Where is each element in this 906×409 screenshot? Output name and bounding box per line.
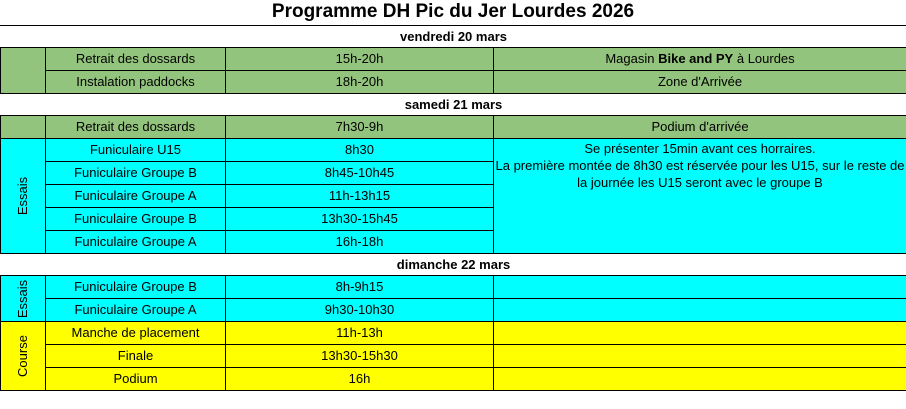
time-cell: 16h-18h — [226, 231, 494, 254]
page-title: Programme DH Pic du Jer Lourdes 2026 — [0, 0, 906, 26]
day-header-row — [1, 254, 906, 276]
activity-cell: Podium — [46, 368, 226, 391]
table-row — [1, 299, 906, 322]
group-label-course: Course — [14, 335, 30, 377]
time-cell: 16h — [226, 368, 494, 391]
time-cell: 8h45-10h45 — [226, 162, 494, 185]
time-cell: 7h30-9h — [226, 116, 494, 139]
activity-cell: Funiculaire Groupe A — [46, 299, 226, 322]
place-text: à Lourdes — [733, 51, 795, 66]
note-line: Se présenter 15min avant ces horraires. — [584, 141, 816, 156]
activity-cell: Funiculaire U15 — [46, 139, 226, 162]
time-cell: 8h30 — [226, 139, 494, 162]
table-row — [1, 276, 906, 299]
side-cell — [1, 48, 46, 94]
activity-cell: Funiculaire Groupe B — [46, 208, 226, 231]
place-cell — [494, 345, 906, 368]
group-label-cell — [1, 322, 46, 391]
place-text: Magasin — [605, 51, 659, 66]
time-cell: 8h-9h15 — [226, 276, 494, 299]
activity-cell: Finale — [46, 345, 226, 368]
place-cell — [494, 299, 906, 322]
activity-cell: Retrait des dossards — [46, 116, 226, 139]
table-row — [1, 71, 906, 94]
day-heading-sunday: dimanche 22 mars — [1, 254, 906, 276]
place-bold-text: Bike and PY — [658, 51, 734, 66]
activity-cell: Manche de placement — [46, 322, 226, 345]
table-row — [1, 368, 906, 391]
place-cell: Podium d'arrivée — [494, 116, 906, 139]
note-line: La première montée de 8h30 est réservée pour les U15, sur le reste de la journée les U15 seront avec le groupe B — [495, 158, 905, 190]
table-row — [1, 116, 906, 139]
time-cell: 11h-13h15 — [226, 185, 494, 208]
time-cell: 9h30-10h30 — [226, 299, 494, 322]
side-cell — [1, 116, 46, 139]
day-heading-friday: vendredi 20 mars — [1, 26, 906, 48]
place-cell — [494, 368, 906, 391]
schedule-table — [0, 25, 906, 391]
group-label-essais: Essais — [14, 279, 30, 318]
activity-cell: Funiculaire Groupe B — [46, 162, 226, 185]
place-cell: Zone d'Arrivée — [494, 71, 906, 94]
table-row — [1, 139, 906, 162]
day-header-row — [1, 26, 906, 48]
activity-cell: Funiculaire Groupe A — [46, 185, 226, 208]
activity-cell: Instalation paddocks — [46, 71, 226, 94]
group-label-cell — [1, 276, 46, 322]
activity-cell: Funiculaire Groupe A — [46, 231, 226, 254]
activity-cell: Funiculaire Groupe B — [46, 276, 226, 299]
day-header-row — [1, 94, 906, 116]
time-cell: 13h30-15h45 — [226, 208, 494, 231]
table-row — [1, 345, 906, 368]
note-cell — [494, 139, 906, 254]
time-cell: 18h-20h — [226, 71, 494, 94]
table-row — [1, 48, 906, 71]
time-cell: 13h30-15h30 — [226, 345, 494, 368]
table-row — [1, 322, 906, 345]
day-heading-saturday: samedi 21 mars — [1, 94, 906, 116]
place-cell — [494, 322, 906, 345]
group-label-cell — [1, 139, 46, 254]
activity-cell: Retrait des dossards — [46, 48, 226, 71]
group-label-essais: Essais — [14, 176, 30, 216]
time-cell: 15h-20h — [226, 48, 494, 71]
place-cell — [494, 276, 906, 299]
place-cell — [494, 48, 906, 71]
time-cell: 11h-13h — [226, 322, 494, 345]
